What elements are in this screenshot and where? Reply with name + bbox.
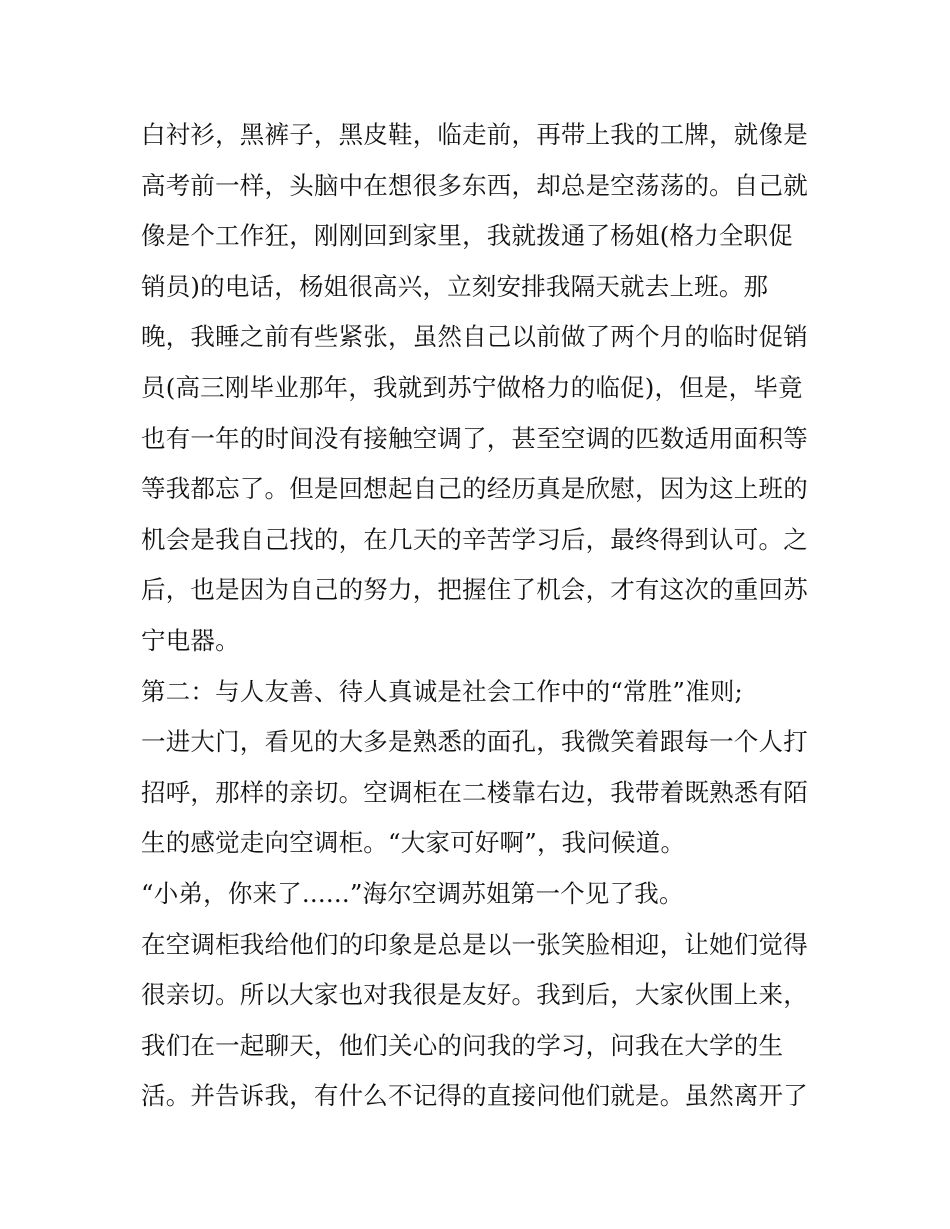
text-line: 也有一年的时间没有接触空调了，甚至空调的匹数适用面积等 <box>141 423 808 453</box>
text-line: 销员)的电话，杨姐很高兴，立刻安排我隔天就去上班。那 <box>141 271 769 301</box>
text-line: 很亲切。所以大家也对我很是友好。我到后，大家伙围上来， <box>141 980 808 1010</box>
text-line: 员(高三刚毕业那年，我就到苏宁做格力的临促)，但是，毕竟 <box>141 372 803 402</box>
document-body <box>141 110 821 1122</box>
text-line: 机会是我自己找的，在几天的辛苦学习后，最终得到认可。之 <box>141 524 808 554</box>
text-line: 晚，我睡之前有些紧张，虽然自己以前做了两个月的临时促销 <box>141 322 808 352</box>
text-line: 后，也是因为自己的努力，把握住了机会，才有这次的重回苏 <box>141 575 808 605</box>
text-line: 生的感觉走向空调柜。“大家可好啊”，我问候道。 <box>141 828 686 858</box>
text-line: 活。并告诉我，有什么不记得的直接问他们就是。虽然离开了 <box>141 1081 808 1111</box>
text-line: 我们在一起聊天，他们关心的问我的学习，问我在大学的生 <box>141 1030 784 1060</box>
text-line: 等我都忘了。但是回想起自己的经历真是欣慰，因为这上班的 <box>141 474 808 504</box>
text-line: 高考前一样，头脑中在想很多东西，却总是空荡荡的。自己就 <box>141 170 808 200</box>
text-line: 一进大门，看见的大多是熟悉的面孔，我微笑着跟每一个人打 <box>141 727 808 757</box>
text-line: 在空调柜我给他们的印象是总是以一张笑脸相迎，让她们觉得 <box>141 929 808 959</box>
text-line: 宁电器。 <box>141 625 240 655</box>
text-line: “小弟，你来了......”海尔空调苏姐第一个见了我。 <box>141 878 684 908</box>
section-heading: 第二：与人友善、待人真诚是社会工作中的“常胜”准则; <box>141 676 744 706</box>
text-line: 像是个工作狂，刚刚回到家里，我就拨通了杨姐(格力全职促 <box>141 221 793 251</box>
text-line: 白衬衫，黑裤子，黑皮鞋，临走前，再带上我的工牌，就像是 <box>141 120 808 149</box>
text-line: 招呼，那样的亲切。空调柜在二楼靠右边，我带着既熟悉有陌 <box>141 777 808 807</box>
